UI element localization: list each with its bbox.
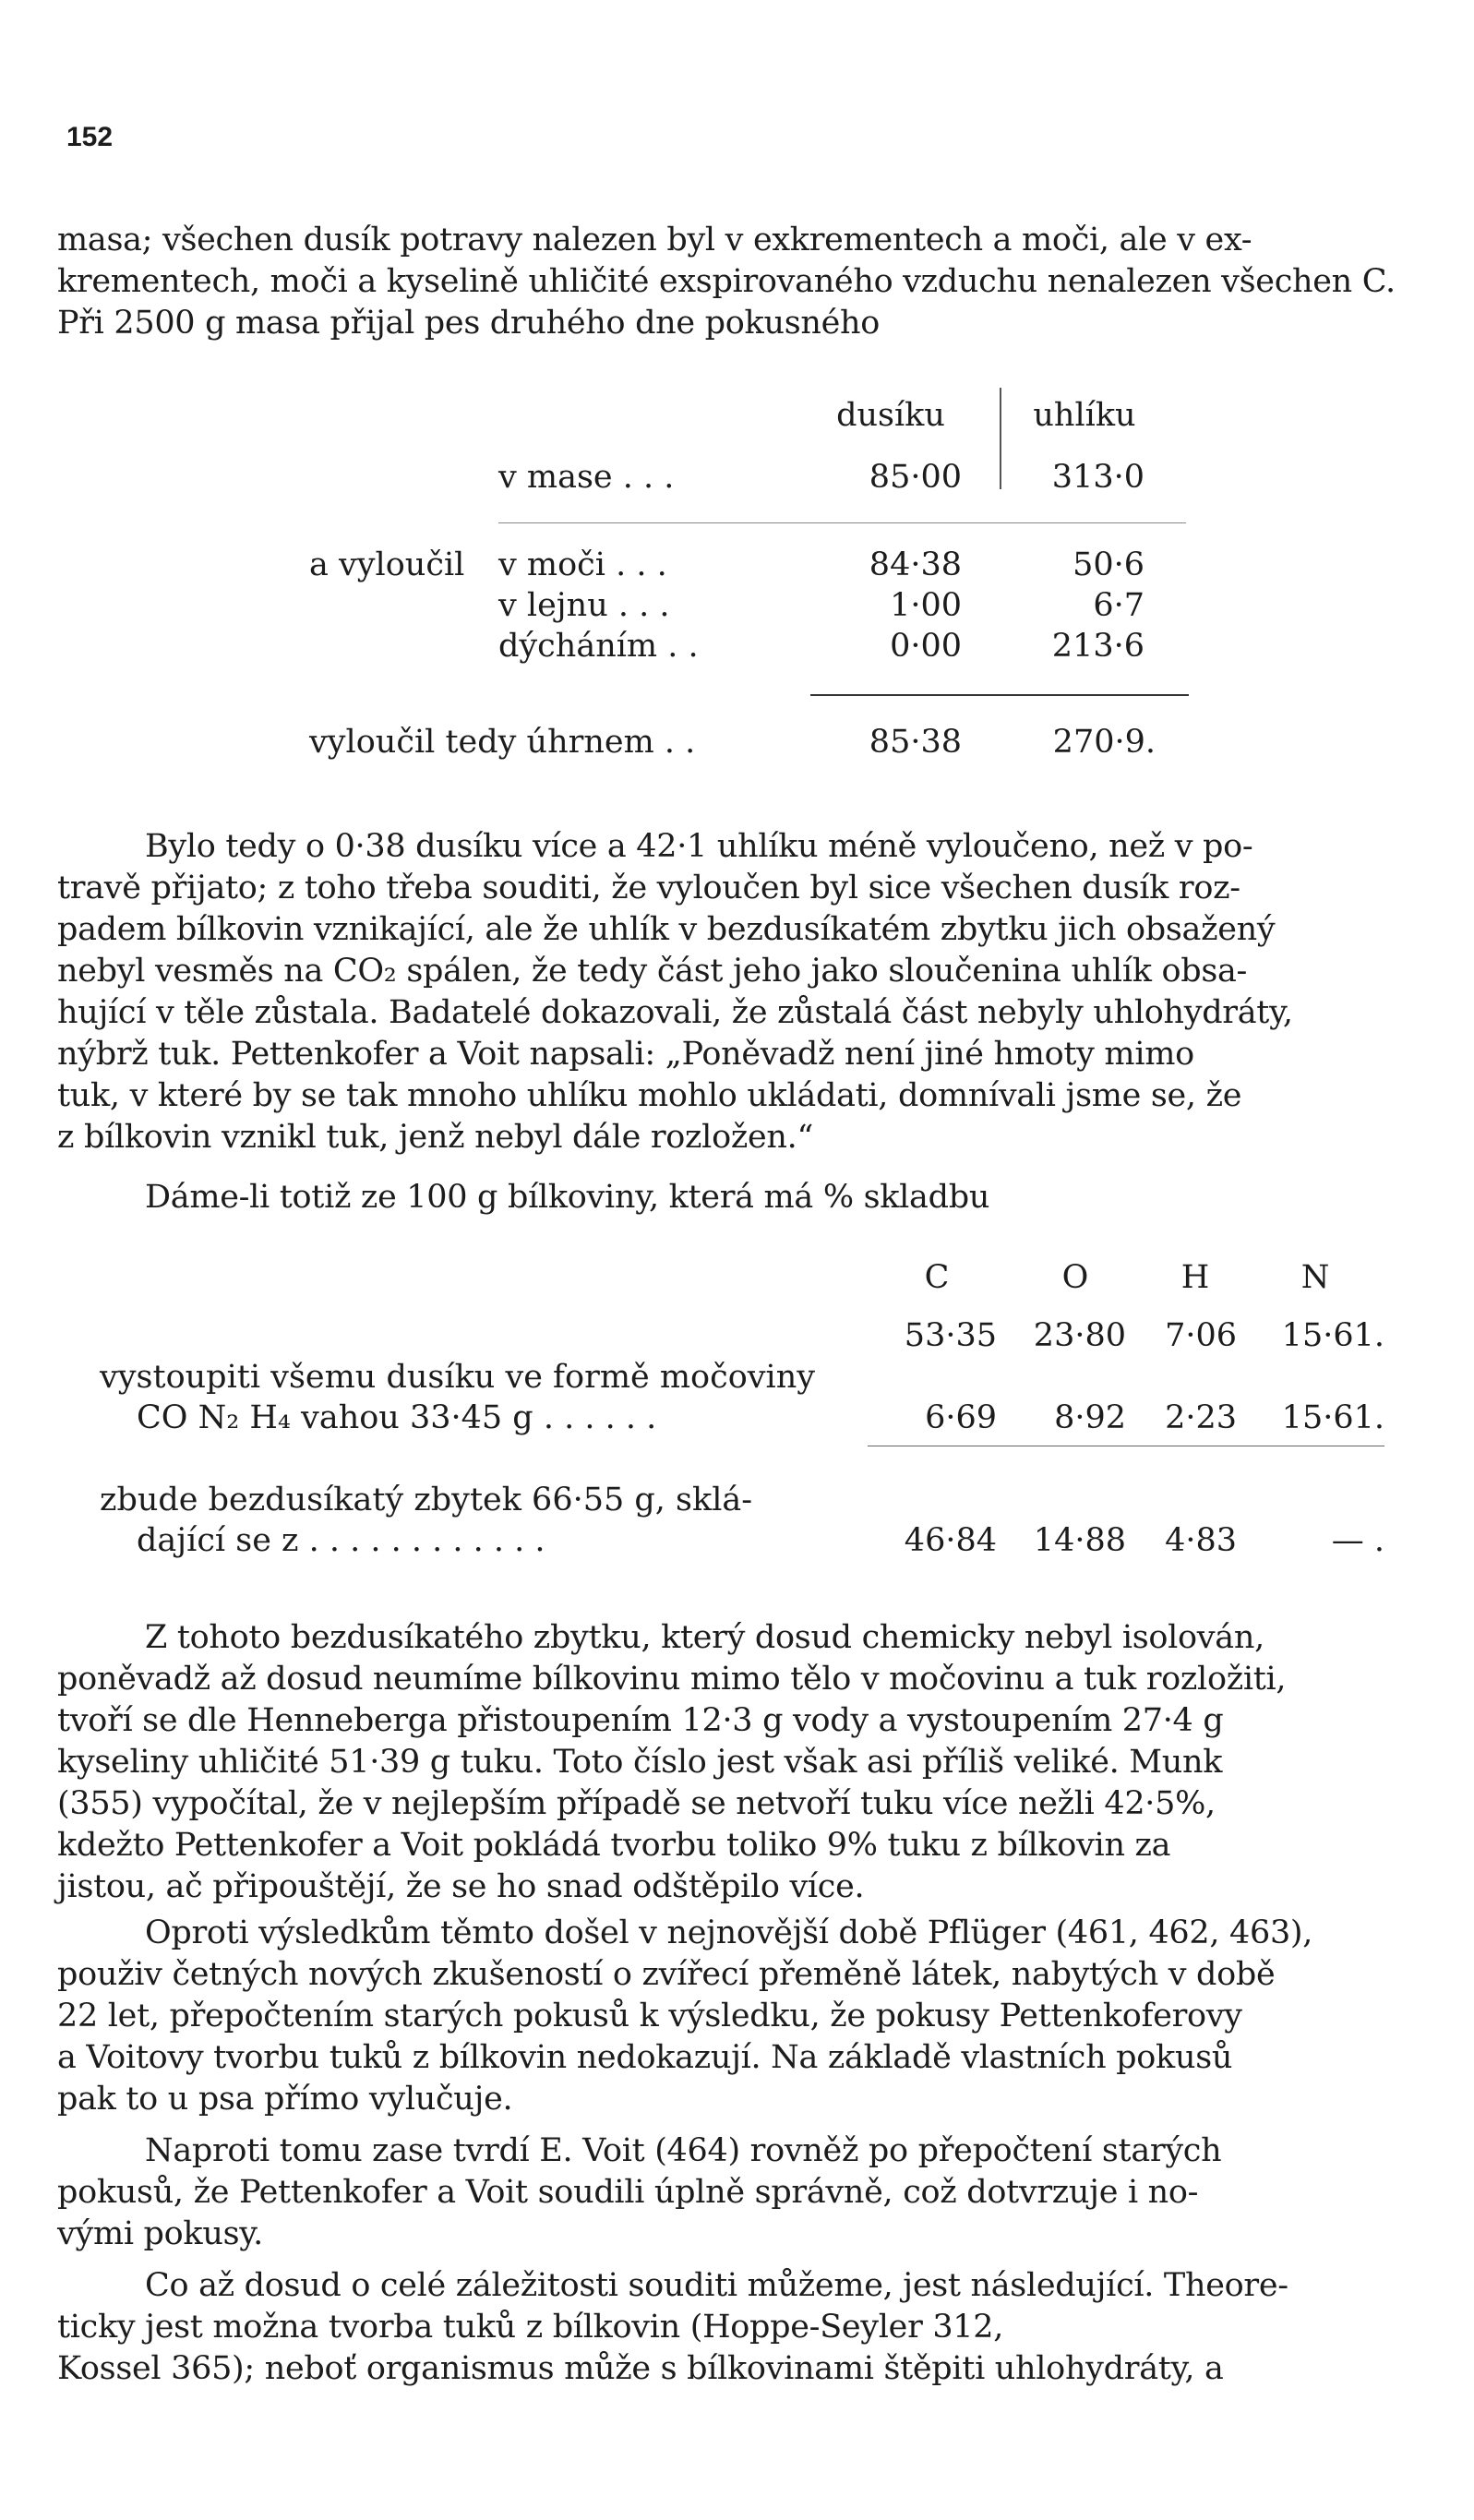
text-line: Při 2500 g masa přijal pes druhého dne pokusného	[57, 305, 881, 342]
row3-label-line1: zbude bezdusíkatý zbytek 66·55 g, sklá-	[100, 1482, 753, 1518]
cell-moci-uhlik: 50·6	[1073, 546, 1144, 583]
text-line: Dáme-li totiž ze 100 g bílkoviny, která má % skladbu	[145, 1179, 990, 1216]
cell-r2-n: 15·61.	[1281, 1399, 1384, 1436]
text-line: Co až dosud o celé záležitosti souditi můžeme, jest následující. Theore-	[145, 2267, 1288, 2304]
cell-r1-h: 7·06	[1165, 1317, 1237, 1354]
text-line: Kossel 365); neboť organismus může s bílkovinami štěpiti uhlohydráty, a	[57, 2350, 1224, 2387]
text-line: z bílkovin vznikl tuk, jenž nebyl dále rozložen.“	[57, 1119, 814, 1156]
header-o: O	[1061, 1259, 1089, 1296]
header-c: C	[924, 1259, 950, 1296]
paragraph-2	[57, 826, 1414, 1158]
cell-mase-dusik: 85·00	[869, 459, 962, 496]
header-dusiku: dusíku	[836, 397, 945, 434]
sum-rule	[810, 694, 1189, 696]
text-line: hující v těle zůstala. Badatelé dokazovali, že zůstalá část nebyly uhlohydráty,	[57, 994, 1293, 1031]
cell-r1-n: 15·61.	[1281, 1317, 1384, 1354]
row2-label-line2: CO N₂ H₄ vahou 33·45 g . . . . . .	[137, 1399, 657, 1436]
text-line: nebyl vesměs na CO₂ spálen, že tedy část jeho jako sloučenina uhlík obsa-	[57, 953, 1248, 990]
cell-dychanim-dusik: 0·00	[890, 628, 962, 665]
text-line: (355) vypočítal, že v nejlepším případě se netvoří tuku více nežli 42·5%,	[57, 1785, 1216, 1822]
paragraph-4	[57, 1617, 1414, 1908]
text-line: kdežto Pettenkofer a Voit pokládá tvorbu toliko 9% tuku z bílkovin za	[57, 1827, 1171, 1864]
row3-label-line2: dající se z . . . . . . . . . . . .	[137, 1522, 545, 1559]
text-line: kyseliny uhličité 51·39 g tuku. Toto číslo jest však asi příliš veliké. Munk	[57, 1744, 1223, 1781]
text-line: a Voitovy tvorbu tuků z bílkovin nedokazují. Na základě vlastních pokusů	[57, 2039, 1233, 2076]
text-line: tvoří se dle Henneberga přistoupením 12·3 g vody a vystoupením 27·4 g	[57, 1702, 1224, 1739]
cell-total-dusik: 85·38	[869, 724, 962, 761]
text-line: nýbrž tuk. Pettenkofer a Voit napsali: „Poněvadž není jiné hmoty mimo	[57, 1036, 1194, 1073]
row2-label-line1: vystoupiti všemu dusíku ve formě močoviny	[100, 1359, 816, 1396]
text-line: 22 let, přepočtením starých pokusů k výsledku, že pokusy Pettenkoferovy	[57, 1998, 1242, 2034]
paragraph-3	[57, 1177, 1414, 1218]
vyloucil-label: a vyloučil	[309, 546, 465, 583]
cell-r3-c: 46·84	[904, 1522, 997, 1559]
text-line: Z tohoto bezdusíkatého zbytku, který dosud chemicky nebyl isolován,	[145, 1619, 1264, 1656]
cell-r1-c: 53·35	[904, 1317, 997, 1354]
cell-lejnu-uhlik: 6·7	[1093, 587, 1144, 624]
paragraph-7	[57, 2265, 1414, 2390]
cell-r2-o: 8·92	[1054, 1399, 1126, 1436]
cell-r2-h: 2·23	[1165, 1399, 1237, 1436]
cell-lejnu-dusik: 1·00	[890, 587, 962, 624]
total-label: vyloučil tedy úhrnem . .	[309, 724, 696, 761]
paragraph-5	[57, 1913, 1414, 2120]
text-line: padem bílkovin vznikající, ale že uhlík v bezdusíkatém zbytku jich obsažený	[57, 911, 1276, 948]
cell-total-uhlik: 270·9.	[1052, 724, 1156, 761]
table-rule	[498, 522, 1186, 523]
header-n: N	[1300, 1259, 1330, 1296]
intro-paragraph	[57, 220, 1414, 344]
text-line: poněvadž až dosud neumíme bílkovinu mimo tělo v močovinu a tuk rozložiti,	[57, 1661, 1287, 1698]
text-line: jistou, ač připouštějí, že se ho snad odštěpilo více.	[57, 1868, 865, 1905]
text-line: krementech, moči a kyselině uhličité exspirovaného vzduchu nenalezen všechen C.	[57, 263, 1396, 300]
header-h: H	[1180, 1259, 1210, 1296]
row-label-moci: v moči . . .	[498, 546, 667, 583]
cell-dychanim-uhlik: 213·6	[1051, 628, 1144, 665]
cell-r2-c: 6·69	[925, 1399, 997, 1436]
text-line: vými pokusy.	[57, 2215, 263, 2252]
text-line: Bylo tedy o 0·38 dusíku více a 42·1 uhlíku méně vyloučeno, než v po-	[145, 828, 1253, 865]
text-line: pokusů, že Pettenkofer a Voit soudili úplně správně, což dotvrzuje i no-	[57, 2174, 1199, 2211]
text-line: travě přijato; z toho třeba souditi, že vyloučen byl sice všechen dusík roz-	[57, 870, 1240, 906]
text-line: tuk, v které by se tak mnoho uhlíku mohlo ukládati, domnívali jsme se, že	[57, 1077, 1242, 1114]
row-label-lejnu: v lejnu . . .	[498, 587, 670, 624]
text-line: pak to u psa přímo vylučuje.	[57, 2081, 513, 2118]
cell-moci-dusik: 84·38	[869, 546, 962, 583]
text-line: Naproti tomu zase tvrdí E. Voit (464) rovněž po přepočtení starých	[145, 2132, 1222, 2169]
row-label-dychanim: dýcháním . .	[498, 628, 699, 665]
text-line: použiv četných nových zkušeností o zvířecí přeměně látek, nabytých v době	[57, 1956, 1276, 1993]
text-line: ticky jest možna tvorba tuků z bílkovin (Hoppe-Seyler 312,	[57, 2309, 1004, 2346]
text-line: masa; všechen dusík potravy nalezen byl v exkrementech a moči, ale v ex-	[57, 222, 1252, 258]
cell-r3-n: — .	[1331, 1522, 1384, 1559]
cell-mase-uhlik: 313·0	[1051, 459, 1144, 496]
cell-r3-h: 4·83	[1165, 1522, 1237, 1559]
cell-r3-o: 14·88	[1033, 1522, 1126, 1559]
cell-r1-o: 23·80	[1033, 1317, 1126, 1354]
paragraph-6	[57, 2130, 1414, 2255]
page-number: 152	[66, 122, 114, 152]
header-uhliku: uhlíku	[1033, 397, 1136, 434]
row-label-mase: v mase . . .	[498, 459, 675, 496]
text-line: Oproti výsledkům těmto došel v nejnovější době Pflüger (461, 462, 463),	[145, 1914, 1313, 1951]
